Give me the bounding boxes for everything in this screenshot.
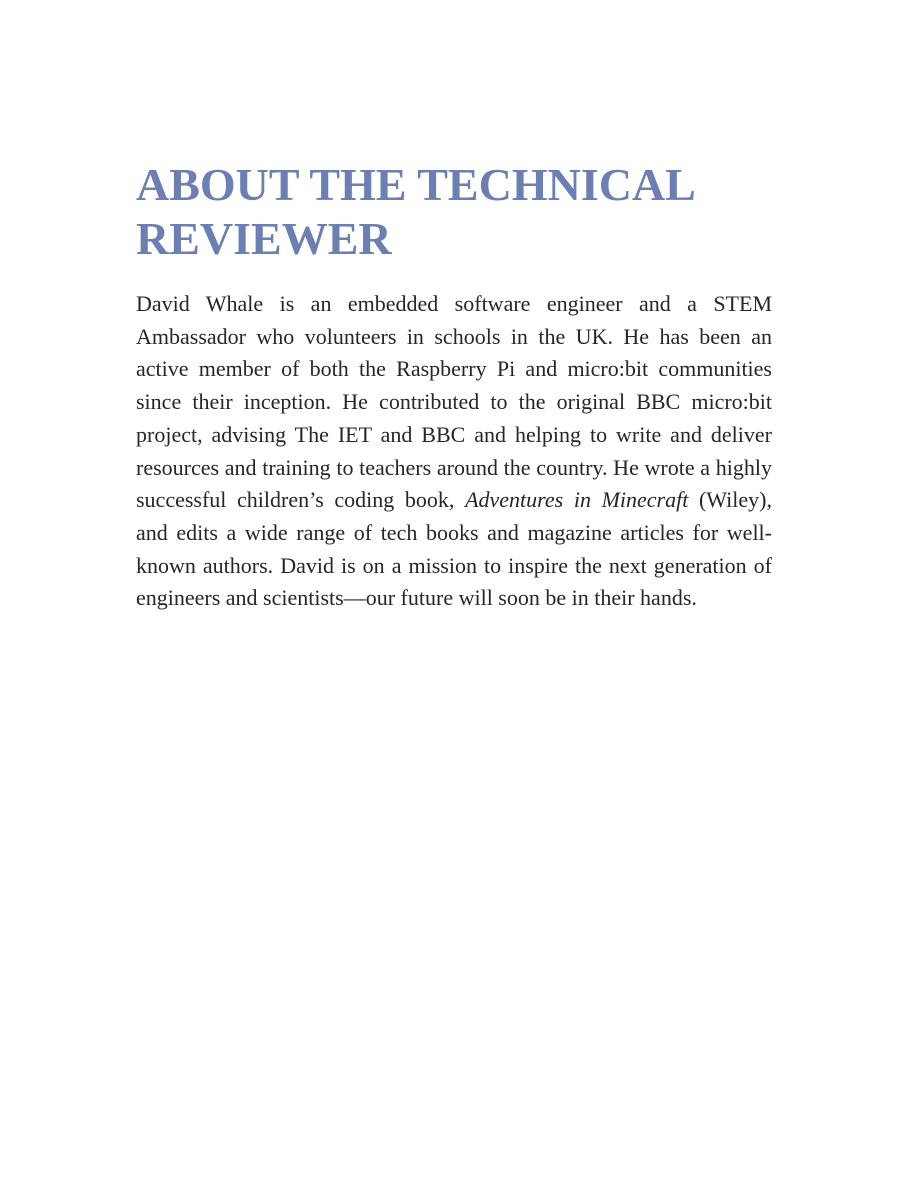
bio-text-part-1: David Whale is an embedded software engineer and a STEM Ambassador who volunteers in schools in the UK. He has been an active member of both the Raspberry Pi and micro:bit communities since their inception. He contributed to the original BBC micro:bit project, advising The IET and BBC and helping to write and deliver resources and training to teachers around the country. He wrote a highly successful children’s coding book, — [136, 291, 772, 513]
page-content — [136, 158, 772, 615]
bio-text-part-2: (Wiley), and edits a wide range of tech books and magazine articles for well-known authors. David is on a mission to inspire the next generation of engineers and scientists—our future will soon be in their hands. — [136, 487, 772, 611]
page-title-line-1: ABOUT THE TECHNICAL — [136, 159, 696, 210]
page-title-line-2: REVIEWER — [136, 213, 392, 264]
bio-paragraph — [136, 288, 772, 615]
book-title: Adventures in Minecraft — [465, 487, 689, 513]
page-title — [136, 158, 772, 266]
